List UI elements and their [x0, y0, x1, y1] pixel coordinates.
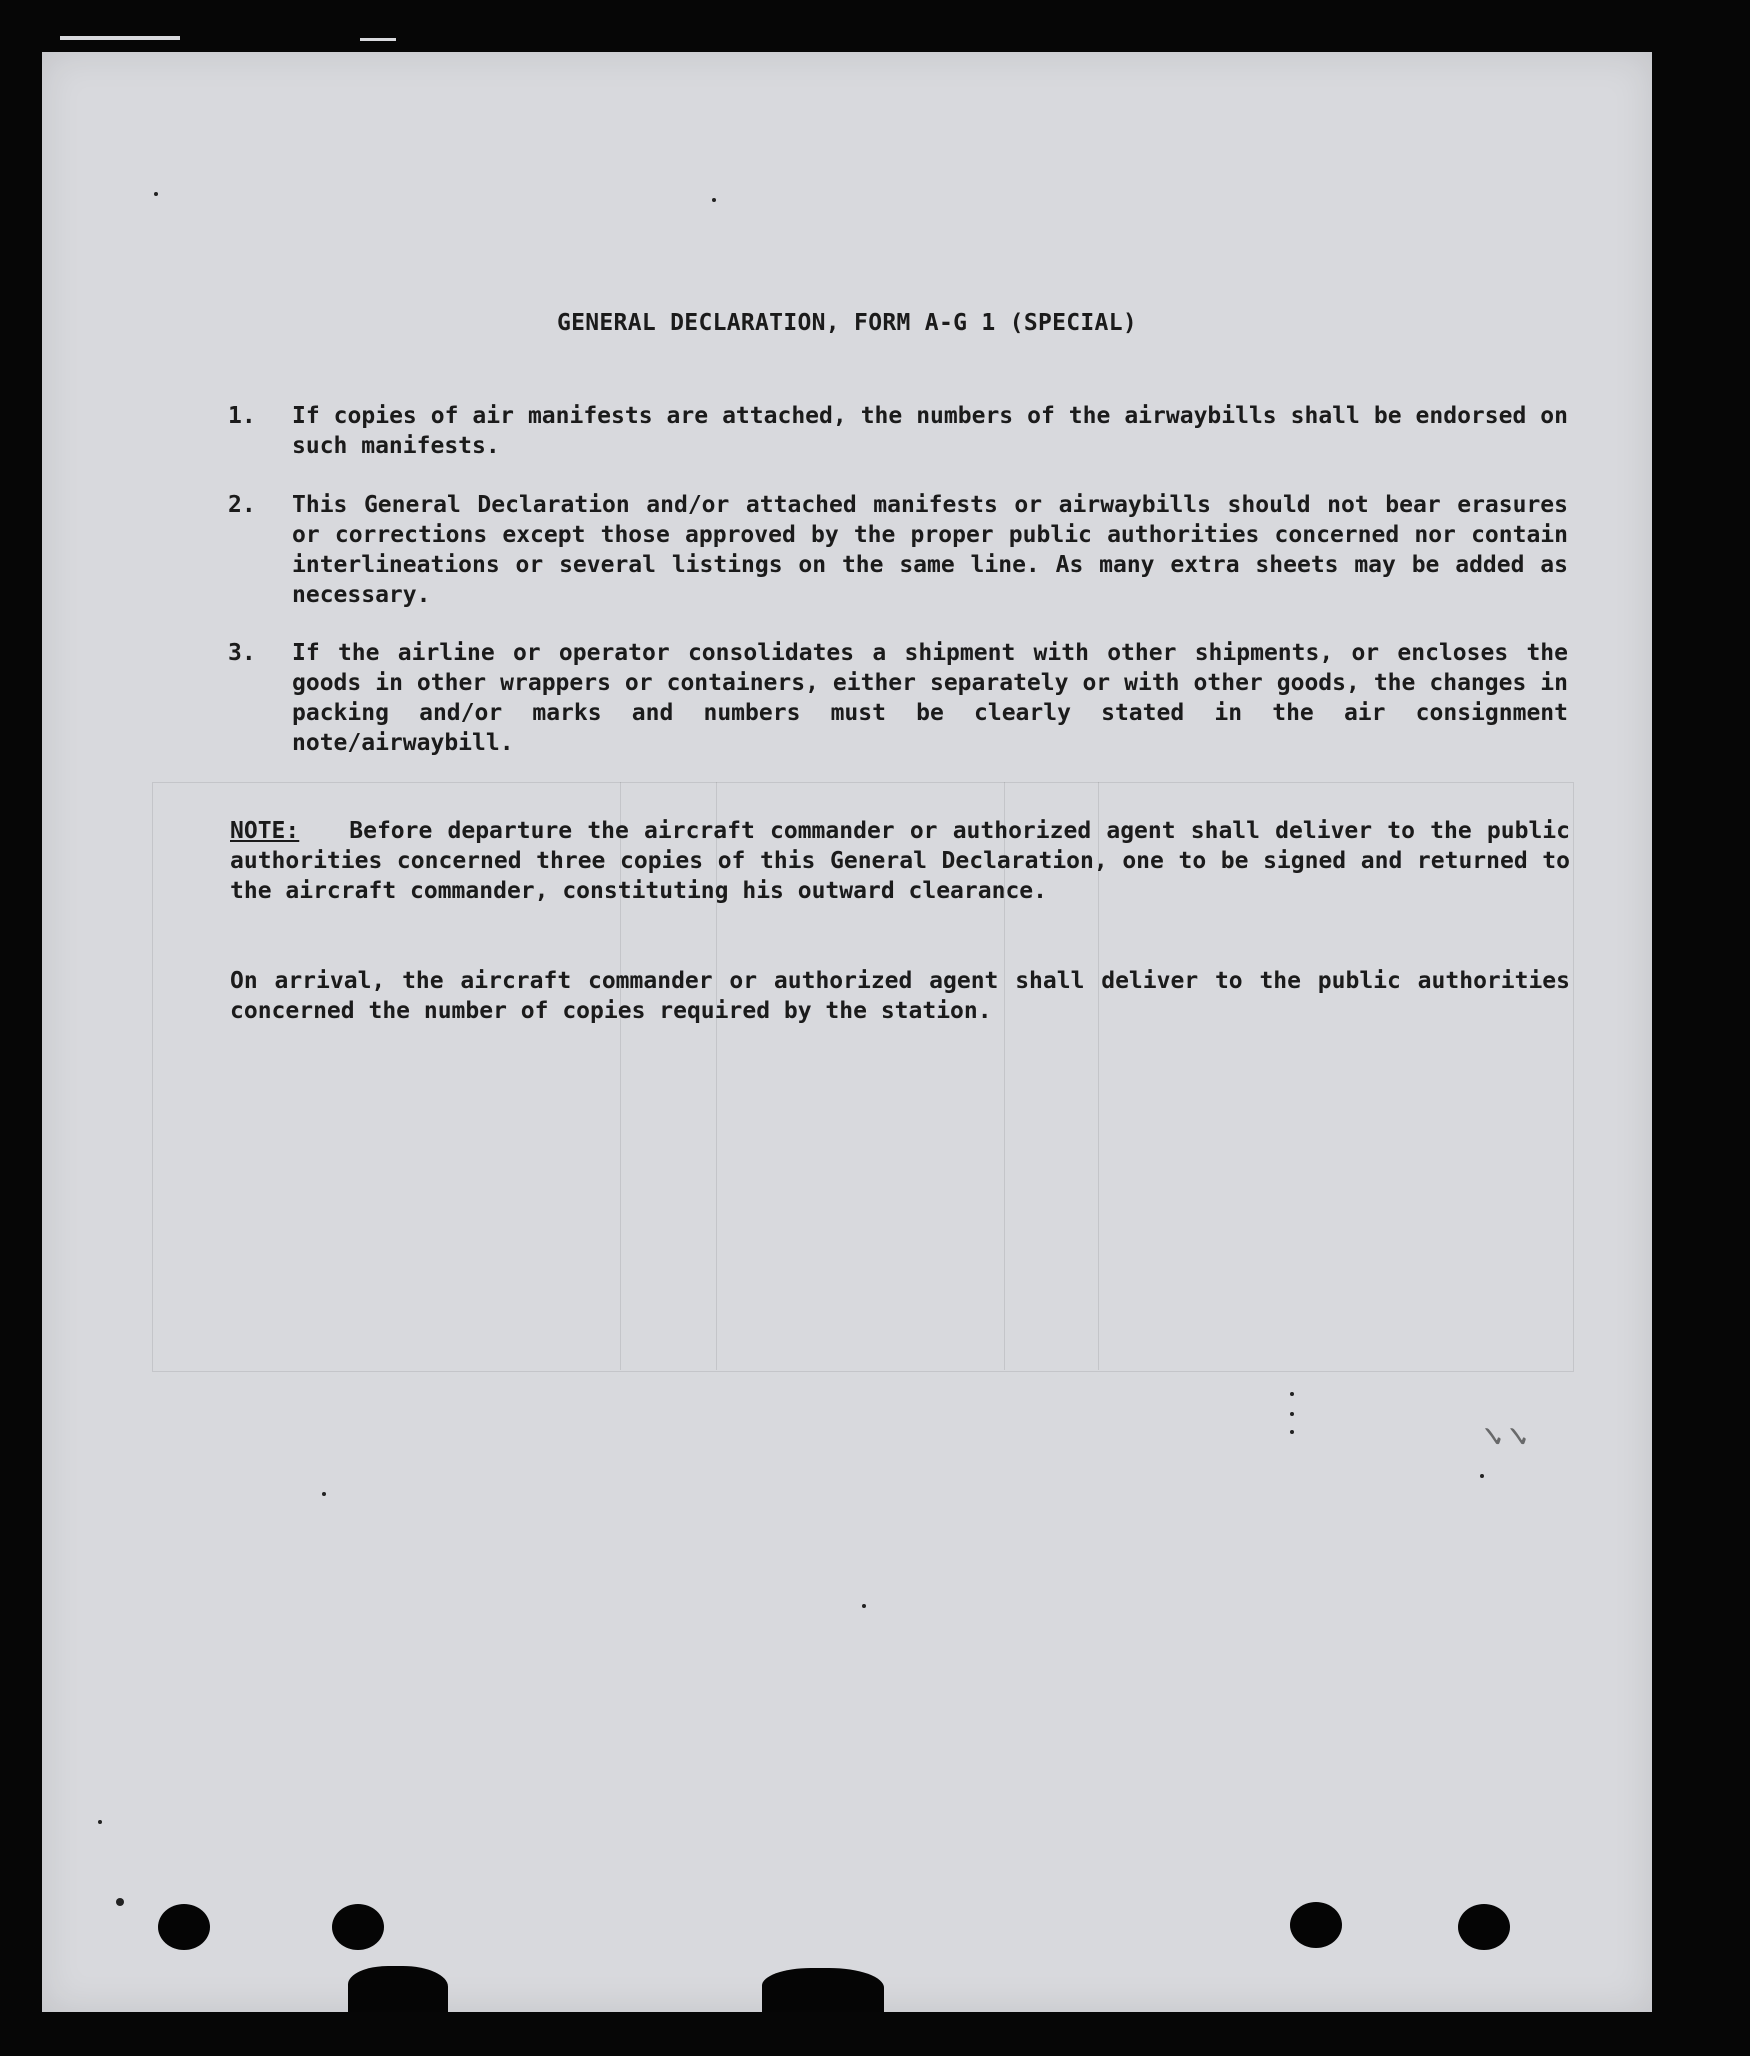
- note-label: NOTE:: [230, 818, 300, 844]
- list-item-number: 1.: [228, 403, 256, 429]
- list-item-text: If copies of air manifests are attached, the numbers of the airwaybills shall be endorsed on such manifests.: [292, 403, 1568, 459]
- paper-tear: [348, 1966, 448, 2012]
- scan-speck: [98, 1820, 102, 1824]
- scan-speck: [154, 192, 158, 196]
- stamp-mark: ✓✓: [1480, 1421, 1531, 1454]
- list-item-number: 2.: [228, 492, 256, 518]
- paper-tear: [762, 1968, 884, 2012]
- scan-speck: [1290, 1430, 1294, 1434]
- punch-hole: [1458, 1904, 1510, 1950]
- scan-speck: [1290, 1392, 1294, 1396]
- document-page: [42, 52, 1652, 2012]
- list-item: [228, 638, 1568, 758]
- scan-speck: [862, 1604, 866, 1608]
- note-paragraph: [230, 816, 1570, 906]
- scan-speck: [1480, 1474, 1484, 1478]
- list-item: [228, 401, 1568, 461]
- punch-hole: [1290, 1902, 1342, 1948]
- arrival-paragraph: On arrival, the aircraft commander or authorized agent shall deliver to the public authorities concerned the number of copies required by the station.: [230, 968, 1570, 1024]
- scan-speck: [322, 1492, 326, 1496]
- list-item-number: 3.: [228, 640, 256, 666]
- note-text: Before departure the aircraft commander or authorized agent shall deliver to the public authorities concerned three copies of this General Declaration, one to be signed and returned to the aircraft commander, constituting his outward clearance.: [230, 818, 1570, 904]
- list-item-text: This General Declaration and/or attached manifests or airwaybills should not bear erasures or corrections except those approved by the proper public authorities concerned nor contain interlineations or several listings on the same line. As many extra sheets may be added as necessary.: [292, 492, 1568, 608]
- punch-hole: [332, 1904, 384, 1950]
- scan-edge: [60, 36, 180, 40]
- scan-speck: [116, 1898, 124, 1906]
- list-item-text: If the airline or operator consolidates a shipment with other shipments, or encloses the goods in other wrappers or containers, either separately or with other goods, the changes in packing and/or marks and numbers must be clearly stated in the air consignment note/airwaybill.: [292, 640, 1568, 756]
- list-item: [228, 490, 1568, 610]
- scan-speck: [1290, 1412, 1294, 1416]
- scan-edge: [360, 38, 396, 41]
- punch-hole: [158, 1904, 210, 1950]
- scan-speck: [712, 198, 716, 202]
- page-title: GENERAL DECLARATION, FORM A-G 1 (SPECIAL): [556, 310, 1138, 336]
